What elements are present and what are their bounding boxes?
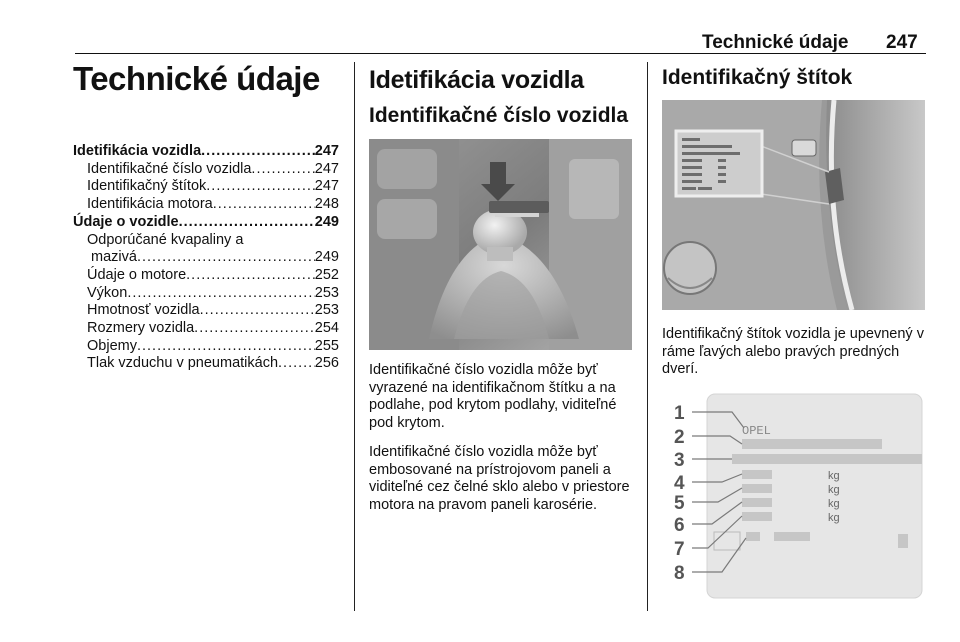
toc-entry-label: Rozmery vozidla <box>87 320 195 337</box>
toc-leader-dots <box>186 267 315 285</box>
toc-entry[interactable] <box>73 232 339 250</box>
vin-paragraph-2: Identifikačné číslo vozidla môže byť embosované na prístrojovom paneli a viditeľné cez čelné sklo alebo v priestore motora na pravom paneli karosérie. <box>369 444 630 514</box>
door-frame-photo <box>662 100 925 310</box>
toc-leader-dots <box>200 302 315 320</box>
plate-brand: OPEL <box>742 424 771 438</box>
toc-leader-dots <box>194 320 315 338</box>
toc-entry[interactable] <box>73 267 339 285</box>
vin-paragraph-1: Identifikačné číslo vozidla môže byť vyrazené na identifikačnom štítku a na podlahe, pod krytom podlahy, viditeľné pod krytom. <box>369 362 617 432</box>
chapter-title: Technické údaje <box>73 60 320 97</box>
subsection-heading-id-plate: Identifikačný štítok <box>662 66 853 89</box>
toc-entry-page: 249 <box>314 213 339 230</box>
toc-entry-label: Odporúčané kvapaliny a <box>87 231 244 248</box>
toc-leader-dots <box>206 178 315 196</box>
toc-entry-page: 253 <box>314 302 339 319</box>
toc-entry[interactable] <box>73 249 339 267</box>
toc-entry-label: Identifikačné číslo vozidla <box>87 160 252 177</box>
toc-entry-page: 255 <box>314 337 339 354</box>
toc-entry-label: Tlak vzduchu v pneumatikách <box>87 355 279 372</box>
toc-entry-page: 248 <box>314 196 339 213</box>
toc-entry-page: 256 <box>314 355 339 372</box>
toc-entry-label: Identifikačný štítok <box>87 178 207 195</box>
toc-entry-label: Údaje o vozidle <box>73 213 179 230</box>
id-plate-svg <box>662 392 924 600</box>
toc-entry-label: Údaje o motore <box>87 266 187 283</box>
plate-number-2: 2 <box>674 427 685 448</box>
subsection-heading-vin: Identifikačné číslo vozidla <box>369 104 629 127</box>
toc-entry[interactable] <box>73 302 339 320</box>
toc-leader-dots <box>251 161 314 179</box>
toc-entry-page: 247 <box>314 143 339 159</box>
plate-number-4: 4 <box>674 473 685 494</box>
toc-entry-label: mazivá <box>91 249 137 266</box>
toc-entry-page: 252 <box>314 266 339 283</box>
gear-shift-photo <box>369 139 632 350</box>
plate-unit-4: kg <box>828 512 840 524</box>
toc-entry-label: Idetifikácia vozidla <box>73 143 202 159</box>
page-number: 247 <box>886 32 918 53</box>
plate-number-1: 1 <box>674 403 685 424</box>
toc-entry-page: 247 <box>314 160 339 177</box>
plate-number-8: 8 <box>674 563 685 584</box>
column-divider-2 <box>647 62 648 611</box>
id-plate-paragraph: Identifikačný štítok vozidla je upevnený v ráme ľavých alebo pravých predných dverí. <box>662 326 924 378</box>
toc-entry-label: Výkon <box>87 284 128 301</box>
column-divider-1 <box>354 62 355 611</box>
toc-entry[interactable] <box>73 143 339 161</box>
toc-leader-dots <box>213 196 315 214</box>
table-of-contents <box>73 143 339 373</box>
toc-leader-dots <box>201 143 315 161</box>
toc-leader-dots <box>137 249 315 267</box>
toc-entry[interactable] <box>73 320 339 338</box>
toc-entry[interactable] <box>73 355 339 373</box>
toc-entry-label: Objemy <box>87 337 137 354</box>
toc-entry[interactable] <box>73 161 339 179</box>
toc-entry[interactable] <box>73 178 339 196</box>
toc-entry-page: 254 <box>314 320 339 337</box>
plate-unit-1: kg <box>828 470 840 482</box>
plate-unit-2: kg <box>828 484 840 496</box>
toc-entry-page: 249 <box>314 249 339 266</box>
plate-number-7: 7 <box>674 539 685 560</box>
toc-entry[interactable] <box>73 338 339 356</box>
plate-number-5: 5 <box>674 493 685 514</box>
plate-unit-3: kg <box>828 498 840 510</box>
gear-shift-illustration <box>369 139 632 350</box>
toc-leader-dots <box>137 338 315 356</box>
toc-entry[interactable] <box>73 196 339 214</box>
toc-entry-label: Hmotnosť vozidla <box>87 302 200 319</box>
header-rule <box>75 53 926 54</box>
toc-entry[interactable] <box>73 285 339 303</box>
toc-entry-label: Identifikácia motora <box>87 196 213 213</box>
door-frame-illustration <box>662 100 925 310</box>
plate-number-3: 3 <box>674 450 685 471</box>
toc-entry-page: 247 <box>314 178 339 195</box>
section-heading-vehicle-identification: Idetifikácia vozidla <box>369 66 584 94</box>
toc-entry[interactable] <box>73 214 339 232</box>
toc-leader-dots <box>278 355 315 373</box>
toc-entry-page: 253 <box>314 284 339 301</box>
toc-leader-dots <box>127 285 314 303</box>
plate-number-6: 6 <box>674 515 685 536</box>
running-header-title: Technické údaje <box>702 32 849 53</box>
id-plate-diagram <box>662 392 924 600</box>
toc-leader-dots <box>179 214 315 232</box>
